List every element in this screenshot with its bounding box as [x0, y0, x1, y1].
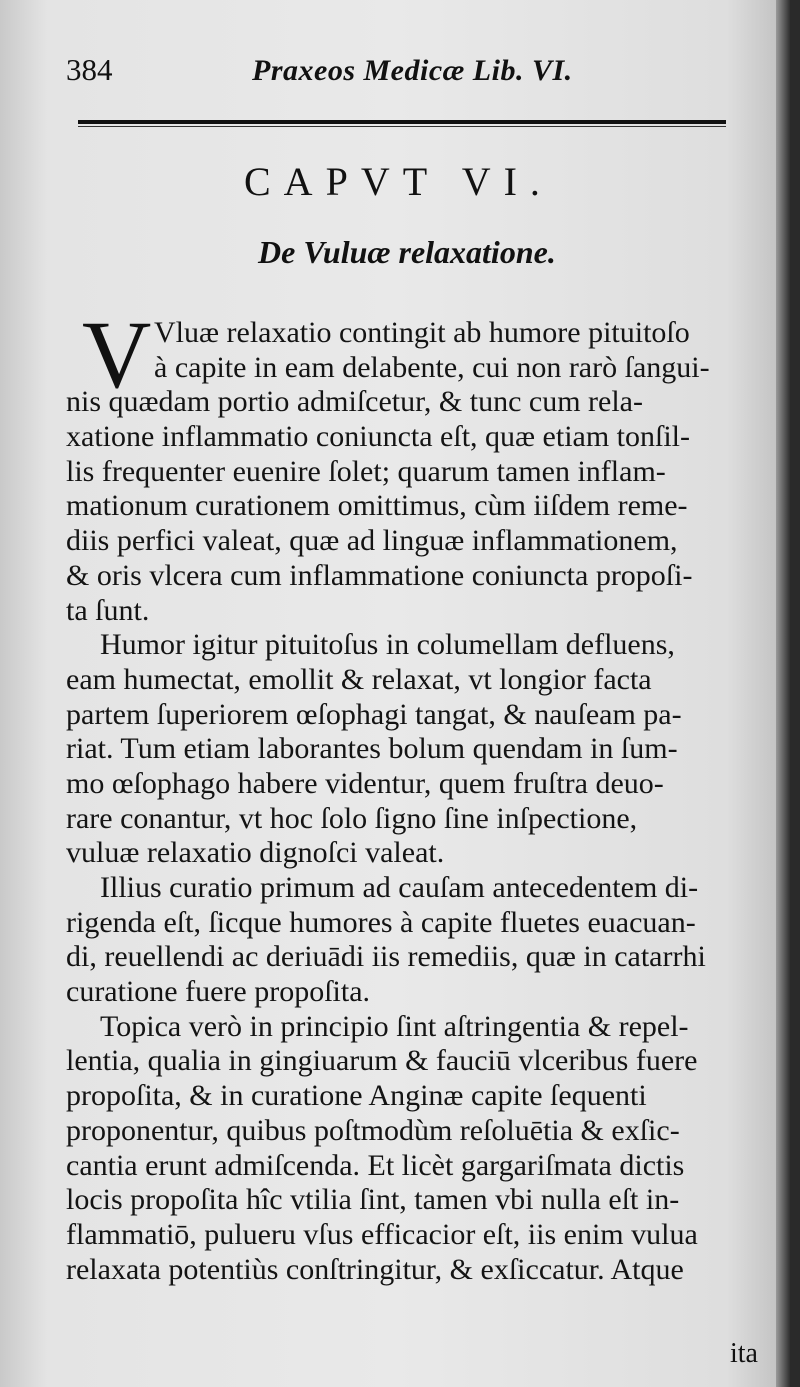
text-line: ta ſunt. [66, 593, 150, 627]
text-line: vuluæ relaxatio dignoſci valeat. [66, 836, 445, 870]
text-line: & oris vlcera cum inflammatione coniuncta propoſi- [66, 558, 693, 592]
text-line: eam humectat, emollit & relaxat, vt longior facta [66, 662, 652, 696]
text-line: à capite in eam delabente, cui non rarò ſangui- [154, 350, 710, 384]
text-line: mo œſophago habere videntur, quem fruſtra deuo- [66, 766, 664, 800]
chapter-heading: CAPVT VI. [244, 159, 553, 204]
catchword: ita [730, 1338, 758, 1369]
text-line: lentia, qualia in gingiuarum & fauciū vlceribus fuere [66, 1044, 698, 1078]
text-line: lis frequenter euenire ſolet; quarum tamen inflam- [66, 454, 666, 488]
chapter-title: De Vuluæ relaxatione. [258, 234, 556, 270]
text-line: xatione inflammatio coniuncta eſt, quæ etiam tonſil- [66, 420, 691, 454]
text-line: nis quædam portio admiſcetur, & tunc cum rela- [66, 385, 643, 419]
text-line: curatione fuere propoſita. [66, 975, 371, 1009]
page-edge-shadow [776, 0, 790, 1387]
text-line: partem ſuperiorem œſophagi tangat, & nauſeam pa- [66, 697, 682, 731]
text-line: locis propoſita hîc vtilia ſint, tamen vbi nulla eſt in- [66, 1183, 680, 1217]
text-line: Topica verò in principio ſint aſtringentia & repel- [100, 1009, 689, 1043]
drop-cap: V [82, 301, 152, 408]
text-line: rigenda eſt, ſicque humores à capite fluetes euacuan- [66, 905, 696, 939]
running-head [66, 50, 726, 94]
header-rule-thin [78, 126, 726, 127]
header-rule [78, 120, 726, 124]
page-number: 384 [66, 52, 113, 87]
text-line: flammatiō, pulueru vſus efficacior eſt, iis enim vulua [66, 1217, 698, 1251]
text-line: cantia erunt admiſcenda. Et licèt gargariſmata dictis [66, 1148, 685, 1182]
text-line: Illius curatio primum ad cauſam antecedentem di- [100, 871, 699, 904]
running-head-title: Praxeos Medicæ Lib. VI. [252, 54, 573, 87]
text-line: riat. Tum etiam laborantes bolum quendam in ſum- [66, 732, 678, 766]
text-line: proponentur, quibus poſtmodùm reſoluētia & exſic- [66, 1113, 680, 1147]
text-line: di, reuellendi ac deriuādi iis remediis, quæ in catarrhi [66, 940, 706, 974]
text-line: Humor igitur pituitoſus in columellam defluens, [100, 628, 675, 662]
body-text [66, 316, 766, 1287]
text-line: relaxata potentiùs conſtringitur, & exſiccatur. Atque [66, 1252, 684, 1286]
text-line: Vluæ relaxatio contingit ab humore pituitoſo [154, 316, 690, 349]
text-line: mationum curationem omittimus, cùm iiſdem reme- [66, 489, 688, 523]
text-line: propoſita, & in curatione Anginæ capite ſequenti [66, 1079, 647, 1113]
text-line: rare conantur, vt hoc ſolo ſigno ſine inſpectione, [66, 801, 638, 835]
text-line: diis perfici valeat, quæ ad linguæ inflammationem, [66, 524, 678, 558]
